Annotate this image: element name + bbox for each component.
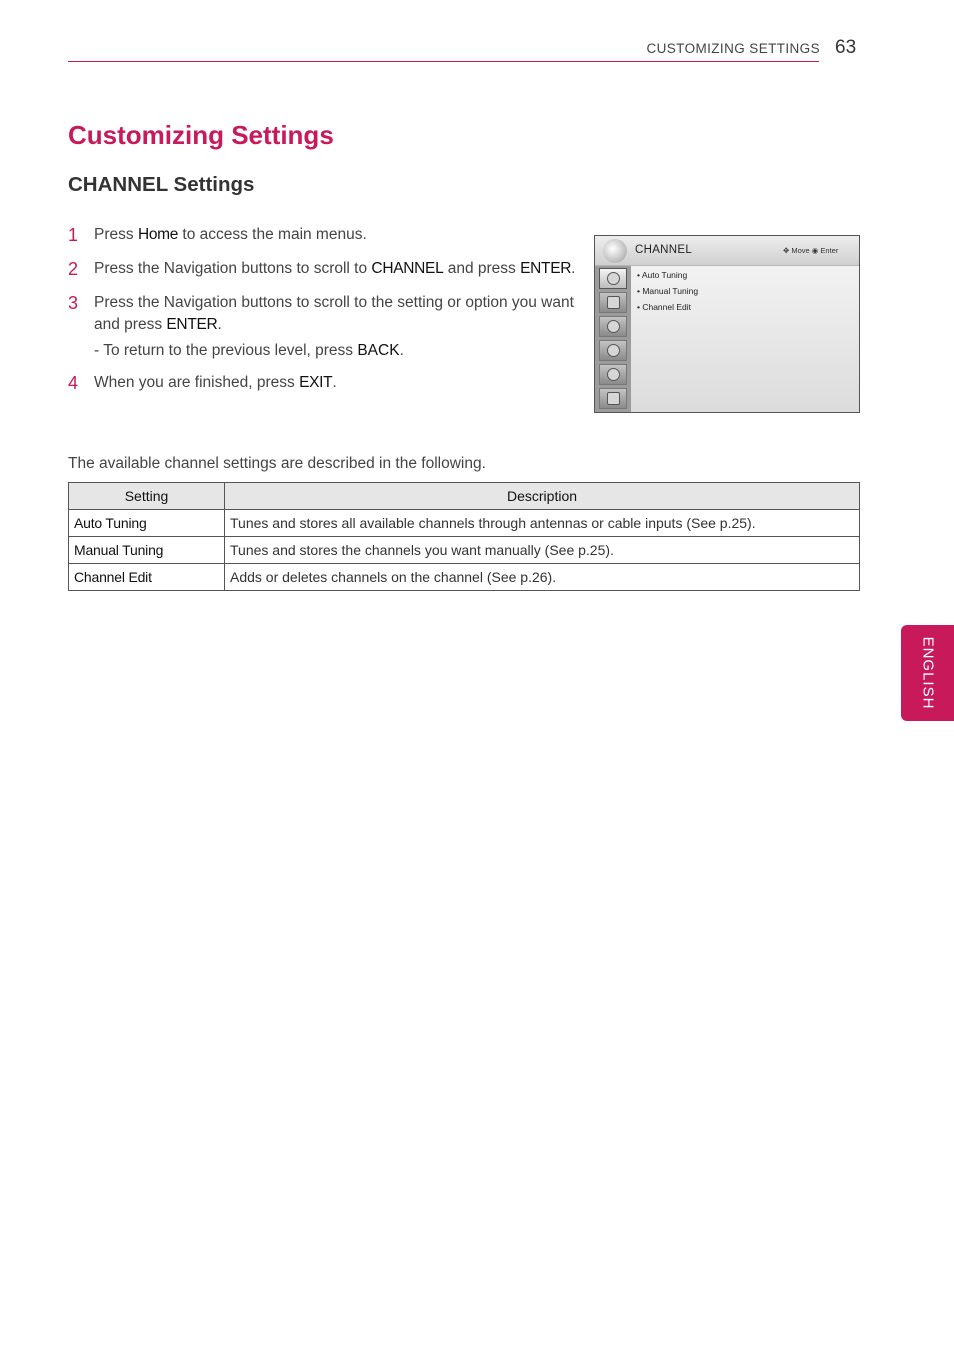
step-list: [68, 224, 583, 406]
step-text: Press: [94, 226, 138, 243]
note-text: - To return to the previous level, press: [94, 342, 358, 359]
step-1: [68, 224, 583, 246]
page-number: 63: [835, 37, 857, 58]
key-name: CHANNEL: [371, 260, 444, 277]
step-text: .: [217, 316, 222, 333]
table-intro: The available channel settings are described in the following.: [68, 455, 486, 472]
tv-menu-screenshot: [594, 235, 860, 413]
step-3-note: [68, 340, 583, 362]
setting-name: Manual Tuning: [69, 537, 225, 564]
setting-name: Channel Edit: [69, 564, 225, 591]
option-menu-icon: [599, 388, 627, 409]
language-label: ENGLISH: [919, 636, 937, 710]
audio-menu-icon: [599, 316, 627, 337]
header-divider: [68, 61, 819, 62]
tv-menu-item: • Manual Tuning: [637, 286, 699, 296]
setting-description: Tunes and stores the channels you want manually (See p.25).: [225, 537, 860, 564]
setting-name: Auto Tuning: [69, 510, 225, 537]
step-text: When you are finished, press: [94, 374, 300, 391]
key-name: Home: [137, 226, 179, 243]
tv-menu-header: [595, 236, 859, 266]
step-number: 2: [68, 259, 79, 279]
tv-menu-sidebar: [595, 266, 631, 412]
step-text: .: [332, 374, 337, 391]
step-number: 1: [68, 225, 79, 245]
tv-menu-title: CHANNEL: [635, 244, 693, 256]
step-3: [68, 292, 583, 336]
time-menu-icon: [599, 340, 627, 361]
step-2: [68, 258, 583, 280]
table-header-row: [69, 483, 860, 510]
note-text: .: [399, 342, 404, 359]
tv-menu-item: • Channel Edit: [637, 302, 692, 312]
step-4: [68, 372, 583, 394]
table-row: [69, 510, 860, 537]
table-row: [69, 564, 860, 591]
tv-menu-item: • Auto Tuning: [637, 270, 688, 280]
setting-description: Adds or deletes channels on the channel (See p.26).: [225, 564, 860, 591]
running-header: CUSTOMIZING SETTINGS: [646, 41, 820, 56]
tv-menu-nav-hint: ✥ Move ◉ Enter: [783, 246, 839, 255]
column-header-description: Description: [225, 483, 860, 510]
tv-menu-panel: [631, 266, 859, 412]
table-row: [69, 537, 860, 564]
step-text: Press the Navigation buttons to scroll to: [94, 260, 372, 277]
key-name: BACK: [357, 342, 400, 359]
step-text: .: [571, 260, 576, 277]
step-number: 4: [68, 373, 79, 393]
step-text: and press: [443, 260, 521, 277]
language-tab: [901, 625, 954, 721]
lock-menu-icon: [599, 364, 627, 385]
picture-menu-icon: [599, 292, 627, 313]
key-name: ENTER: [520, 260, 572, 277]
step-text: Press the Navigation buttons to scroll to the setting or option you want and press: [94, 294, 574, 333]
setting-description: Tunes and stores all available channels through antennas or cable inputs (See p.25).: [225, 510, 860, 537]
key-name: EXIT: [299, 374, 333, 391]
key-name: ENTER: [166, 316, 218, 333]
step-number: 3: [68, 293, 79, 313]
column-header-setting: Setting: [69, 483, 225, 510]
step-text: to access the main menus.: [178, 226, 367, 243]
section-title: CHANNEL Settings: [68, 173, 255, 196]
page-title: Customizing Settings: [68, 120, 334, 150]
channel-settings-table: [68, 482, 860, 591]
channel-icon: [603, 239, 627, 263]
channel-menu-icon: [599, 268, 627, 289]
